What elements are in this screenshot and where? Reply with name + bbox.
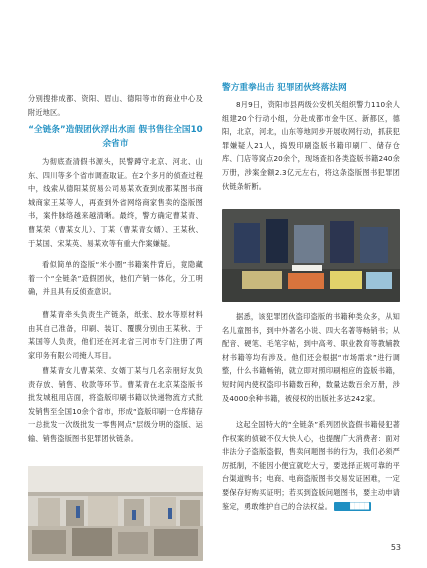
right-paragraph-2: 据悉，该犯罪团伙盗印盗版的书籍种类众多，从知名儿童图书，到中外著名小说、四大名著等畅销书；从配音、硬笔、毛笔字帖，到中高考、职业教育等教辅教材书籍等均有涉及。他们还会根据“市场需求”进行调整，什么书籍畅销，就立即对照印刷相应的盗版书籍，短时间内使权盗印书籍数百种，数量达数百余万册，涉及4000余种书籍，被侵权的出版社多达242家。 — [222, 312, 400, 403]
right-paragraph-3-text: 这起全国特大的“全链条”系列团伙盗假书籍侵犯著作权案的侦破不仅大快人心，也提醒广大消费者：面对非法分子盗版盗假，售卖问题图书的行为，我们必须严厉抵制，不能因小便宜就吃大亏，要选择正规可靠的平台渠道购书；电商、电商盗版图书交易发证困难，一定要保存好购买证明；若买到盗版问题图书，要主动申请鉴定，勇敢维护自己的合法权益。 — [222, 420, 400, 511]
left-section-title: “全链条”造假团伙浮出水面 假书售往全国10余省市 — [28, 125, 203, 149]
right-paragraph-3 — [222, 418, 400, 513]
left-paragraph-1: 为彻底查清假书源头，民警蹲守北京、河北、山东、四川等多个省市调查取证。在2个多月的侦查过程中，线索从德阳某贸易公司易某欢查到成都某图书商城商家王某等人，再查到外省网络商家售卖的盗版图书，案件脉络越来越清晰。最终，警方确定曹某青、曹某荣（曹某女儿）、丁某（曹某青女婿）、王某秋、于某国、宋某英、易某欢等有重大作案嫌疑。 — [28, 157, 203, 248]
left-paragraph-4: 曹某青女儿曹某荣、女婿丁某与几名亲朋好友负责存放、销售、收款等环节。曹某青在北京某盗版书批发城租用店面，将盗版印刷书籍以快递物流方式批发销售至全国10余个省市，形成“盗版印刷一仓库储存一总批发一次级批发一零售网点”层级分明的盗版、运输、销售盗版图书犯罪团伙链条。 — [28, 366, 203, 443]
seized-books-photo — [222, 209, 400, 302]
warehouse-photo — [28, 466, 203, 561]
left-paragraph-2: 看似简单的盗版“米小圈”书籍案件背后，竟隐藏着一个“全链条”造假团伙，他们产销一体化，分工明确，并且具有反侦查意识。 — [28, 260, 203, 297]
page-number: 53 — [390, 543, 401, 552]
intro-paragraph: 分别搜排成都、资阳、眉山、德阳等市的商业中心及附近地区。 — [28, 94, 203, 117]
right-paragraph-1: 8月9日，资阳市县两级公安机关组织警力110余人组建20个行动小组，分赴成都市金牛区、新都区，德阳，北京，河北，山东等地同步开展收网行动，抓获犯罪嫌疑人21人，捣毁印刷盗版书籍印刷厂、储存仓库、门店等窝点20余个，现场查扣各类盗版书籍240余万册，涉案金额2.3亿元左右，将这条盗版图书犯罪团伙链条斩断。 — [222, 100, 400, 191]
right-section-title: 警方重拳出击 犯罪团伙终落法网 — [222, 83, 347, 93]
left-paragraph-3: 曹某青牵头负责生产链条，纸张、胶水等原材料由其自己准备，印刷、装订、覆膜分别由王某秋、于某国等人负责，他们还在河北省三河市专门注册了两家印务有限公司掩人耳目。 — [28, 310, 203, 360]
article-end-mark: ████ — [334, 502, 371, 511]
